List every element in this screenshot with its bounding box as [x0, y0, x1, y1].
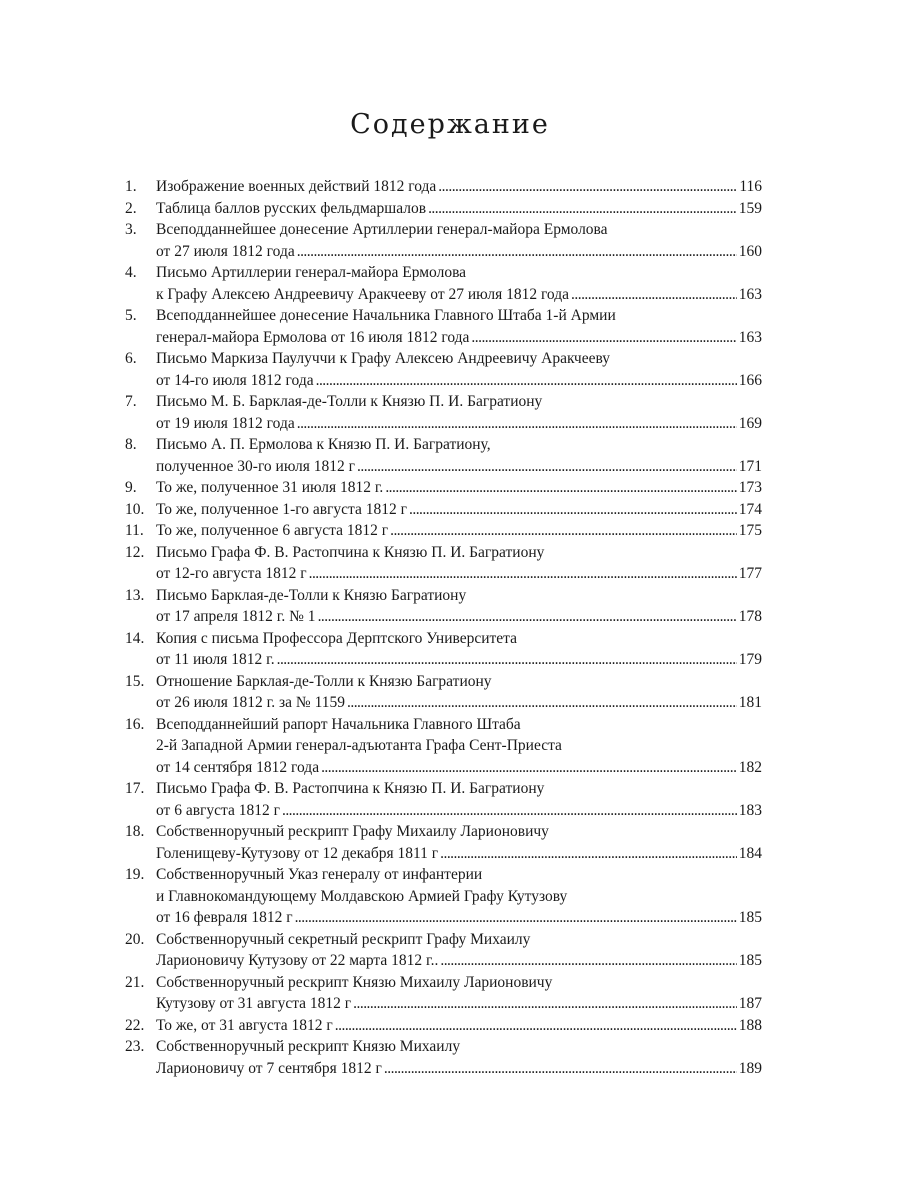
toc-entry — [125, 542, 762, 585]
toc-entry-title-line: от 27 июля 1812 года — [156, 242, 295, 260]
toc-entry-title-line: То же, от 31 августа 1812 г — [156, 1016, 333, 1034]
dot-leader — [428, 198, 737, 220]
dot-leader — [277, 649, 737, 671]
dot-leader — [384, 1058, 737, 1080]
toc-entry-title-line: от 6 августа 1812 г — [156, 801, 280, 819]
toc-entry-title-line: Собственноручный рескрипт Графу Михаилу Ларионовичу — [156, 823, 549, 840]
toc-entry-number: 1. — [125, 178, 137, 195]
toc-entry-page-number: 188 — [738, 1016, 762, 1034]
toc-entry-page-number: 163 — [738, 328, 762, 346]
toc-entry-page-number: 178 — [738, 608, 762, 625]
toc-entry — [125, 176, 762, 198]
toc-entry-last-line — [156, 692, 762, 714]
dot-leader — [440, 843, 737, 865]
dot-leader — [440, 950, 736, 972]
toc-entry-title-line: Письмо Графа Ф. В. Растопчина к Князю П. И. Багратиону — [156, 780, 545, 797]
toc-entry-page-number: 185 — [738, 909, 762, 926]
toc-entry-title-line: от 14 сентября 1812 года — [156, 758, 320, 776]
toc-entry-number: 13. — [125, 586, 145, 604]
toc-entry-last-line — [156, 757, 762, 779]
toc-entry — [125, 972, 762, 1015]
toc-entry-number: 7. — [125, 393, 137, 410]
toc-entry-title-line: Всеподданнейшее донесение Артиллерии генерал-майора Ермолова — [156, 221, 608, 238]
toc-entry-page-number: 163 — [738, 285, 762, 303]
dot-leader — [282, 800, 737, 822]
toc-entry — [125, 714, 762, 779]
toc-entry-title-line: Таблица баллов русских фельдмаршалов — [156, 199, 427, 217]
table-of-contents — [125, 176, 762, 1079]
toc-entry-last-line — [156, 284, 762, 306]
toc-entry-title-line: Собственноручный рескрипт Князю Михаилу Ларионовичу — [156, 973, 553, 991]
toc-entry-title-line: от 11 июля 1812 г. — [156, 651, 275, 668]
toc-entry-number: 22. — [125, 1016, 145, 1034]
dot-leader — [347, 692, 737, 714]
toc-entry-title-line: от 16 февраля 1812 г — [156, 909, 293, 926]
toc-entry-last-line — [156, 950, 762, 972]
dot-leader — [571, 284, 737, 306]
toc-entry-title-line: Письмо М. Б. Барклая-де-Толли к Князю П. И. Багратиону — [156, 393, 543, 410]
toc-entry-title-line: 2-й Западной Армии генерал-адъютанта Графа Сент-Приеста — [156, 737, 562, 754]
toc-entry — [125, 391, 762, 434]
toc-entry-page-number: 181 — [738, 694, 762, 711]
toc-entry — [125, 1015, 762, 1037]
toc-entry-title-line: Кутузову от 31 августа 1812 г — [156, 995, 352, 1012]
toc-entry-title-line: То же, полученное 31 июля 1812 г. — [156, 479, 384, 496]
toc-entry-title-line: Голенищеву-Кутузову от 12 декабря 1811 г — [156, 844, 439, 862]
toc-entry-title-line: Собственноручный секретный рескрипт Графу Михаилу — [156, 930, 531, 948]
toc-entry-number: 11. — [125, 522, 144, 539]
dot-leader — [321, 757, 737, 779]
toc-entry-number: 14. — [125, 629, 145, 647]
dot-leader — [471, 327, 736, 349]
toc-entry-number: 8. — [125, 436, 137, 453]
toc-entry-title-line: от 12-го августа 1812 г — [156, 565, 307, 582]
toc-entry — [125, 198, 762, 220]
toc-entry — [125, 1036, 762, 1079]
toc-entry-title-line: и Главнокомандующему Молдавскою Армией Графу Кутузову — [156, 887, 568, 905]
toc-entry-page-number: 159 — [738, 199, 762, 217]
toc-entry — [125, 348, 762, 391]
dot-leader — [335, 1015, 737, 1037]
toc-entry — [125, 219, 762, 262]
toc-entry — [125, 585, 762, 628]
toc-entry-last-line — [156, 241, 762, 263]
toc-entry-title-line: Ларионовичу от 7 сентября 1812 г — [156, 1059, 382, 1077]
toc-entry-number: 19. — [125, 866, 145, 883]
toc-entry-title-line: Изображение военных действий 1812 года — [156, 178, 437, 195]
toc-entry-page-number: 189 — [738, 1059, 762, 1077]
toc-entry-page-number: 116 — [739, 178, 762, 195]
toc-entry-number: 4. — [125, 264, 137, 281]
toc-entry-page-number: 169 — [738, 414, 762, 432]
toc-entry-last-line — [156, 843, 762, 865]
toc-entry-number: 6. — [125, 350, 137, 367]
dot-leader — [357, 456, 737, 478]
toc-entry-title-line: от 26 июля 1812 г. за № 1159 — [156, 694, 345, 711]
toc-entry-title-line: от 19 июля 1812 года — [156, 414, 295, 432]
toc-entry-title-line: Письмо А. П. Ермолова к Князю П. И. Багратиону, — [156, 436, 491, 453]
toc-entry — [125, 628, 762, 671]
toc-entry-last-line — [156, 563, 762, 585]
toc-entry-number: 3. — [125, 221, 137, 238]
toc-entry-last-line — [156, 993, 762, 1015]
toc-entry-title-line: к Графу Алексею Андреевичу Аракчееву от 27 июля 1812 года — [156, 285, 570, 303]
toc-entry — [125, 477, 762, 499]
dot-leader — [316, 370, 737, 392]
toc-entry — [125, 929, 762, 972]
toc-entry-page-number: 177 — [738, 565, 762, 582]
toc-entry-title-line: Письмо Артиллерии генерал-майора Ермолова — [156, 264, 467, 281]
dot-leader — [390, 520, 737, 542]
dot-leader — [309, 563, 737, 585]
toc-entry-last-line — [156, 1015, 762, 1037]
toc-entry-title-line: полученное 30-го июля 1812 г — [156, 457, 356, 475]
toc-entry-last-line — [156, 800, 762, 822]
toc-entry-title-line: от 14-го июля 1812 года — [156, 371, 314, 389]
toc-entry-page-number: 179 — [738, 651, 762, 668]
toc-entry — [125, 262, 762, 305]
toc-entry — [125, 434, 762, 477]
toc-entry-last-line — [156, 413, 762, 435]
toc-entry-last-line — [156, 649, 762, 671]
toc-entry-last-line — [156, 456, 762, 478]
toc-entry-number: 20. — [125, 930, 145, 948]
toc-entry-last-line — [156, 907, 762, 929]
toc-entry — [125, 671, 762, 714]
toc-entry-title-line: Копия с письма Профессора Дерптского Университета — [156, 629, 518, 647]
toc-entry-page-number: 166 — [738, 371, 762, 389]
dot-leader — [297, 413, 737, 435]
toc-entry-number: 16. — [125, 715, 145, 733]
toc-entry — [125, 520, 762, 542]
toc-entry-title-line: То же, полученное 6 августа 1812 г — [156, 522, 389, 539]
dot-leader — [318, 606, 737, 628]
toc-entry-number: 18. — [125, 823, 145, 840]
toc-entry-last-line — [156, 477, 762, 499]
toc-entry-number: 10. — [125, 500, 145, 518]
toc-entry-page-number: 174 — [738, 500, 762, 518]
toc-entry-title-line: Письмо Барклая-де-Толли к Князю Багратиону — [156, 586, 467, 604]
dot-leader — [409, 499, 737, 521]
toc-entry-page-number: 173 — [738, 479, 762, 496]
toc-entry-number: 9. — [125, 479, 137, 496]
toc-entry-number: 23. — [125, 1038, 145, 1055]
toc-entry-page-number: 182 — [738, 758, 762, 776]
toc-entry — [125, 305, 762, 348]
toc-entry-page-number: 160 — [738, 242, 762, 260]
toc-entry — [125, 821, 762, 864]
toc-entry-page-number: 185 — [738, 952, 762, 969]
toc-entry-title-line: Письмо Графа Ф. В. Растопчина к Князю П. И. Багратиону — [156, 543, 545, 561]
toc-entry-number: 12. — [125, 543, 145, 561]
toc-entry-last-line — [156, 606, 762, 628]
toc-entry-page-number: 175 — [738, 522, 762, 539]
toc-entry-last-line — [156, 176, 762, 198]
toc-entry-page-number: 171 — [738, 457, 762, 475]
toc-entry-number: 17. — [125, 780, 145, 797]
toc-entry-title-line: Отношение Барклая-де-Толли к Князю Багратиону — [156, 672, 492, 690]
toc-entry-last-line — [156, 1058, 762, 1080]
toc-entry-last-line — [156, 327, 762, 349]
toc-entry-title-line: Ларионовичу Кутузову от 22 марта 1812 г.. — [156, 952, 439, 969]
toc-entry — [125, 499, 762, 521]
toc-entry-last-line — [156, 198, 762, 220]
toc-entry-page-number: 183 — [738, 801, 762, 819]
dot-leader — [353, 993, 737, 1015]
toc-entry-number: 5. — [125, 307, 137, 324]
dot-leader — [295, 907, 737, 929]
toc-entry-last-line — [156, 499, 762, 521]
toc-entry-title-line: Собственноручный Указ генералу от инфантерии — [156, 866, 483, 883]
toc-entry-number: 21. — [125, 973, 145, 991]
toc-entry-title-line: Письмо Маркиза Паулуччи к Графу Алексею Андреевичу Аракчееву — [156, 350, 611, 367]
toc-entry-number: 15. — [125, 672, 145, 690]
toc-entry-number: 2. — [125, 199, 137, 217]
toc-entry-page-number: 187 — [738, 995, 762, 1012]
toc-entry-last-line — [156, 370, 762, 392]
dot-leader — [297, 241, 737, 263]
toc-entry-title-line: Всеподданнейшее донесение Начальника Главного Штаба 1-й Армии — [156, 307, 616, 324]
toc-entry-title-line: генерал-майора Ермолова от 16 июля 1812 года — [156, 328, 470, 346]
toc-entry-title-line: Собственноручный рескрипт Князю Михаилу — [156, 1038, 461, 1055]
toc-entry — [125, 778, 762, 821]
page-title: Содержание — [350, 109, 550, 140]
toc-entry-page-number: 184 — [738, 844, 762, 862]
dot-leader — [438, 176, 737, 198]
toc-entry — [125, 864, 762, 929]
toc-entry-title-line: Всеподданнейший рапорт Начальника Главного Штаба — [156, 715, 521, 733]
toc-entry-title-line: То же, полученное 1-го августа 1812 г — [156, 500, 407, 518]
dot-leader — [385, 477, 736, 499]
toc-entry-title-line: от 17 апреля 1812 г. № 1 — [156, 608, 316, 625]
toc-entry-last-line — [156, 520, 762, 542]
